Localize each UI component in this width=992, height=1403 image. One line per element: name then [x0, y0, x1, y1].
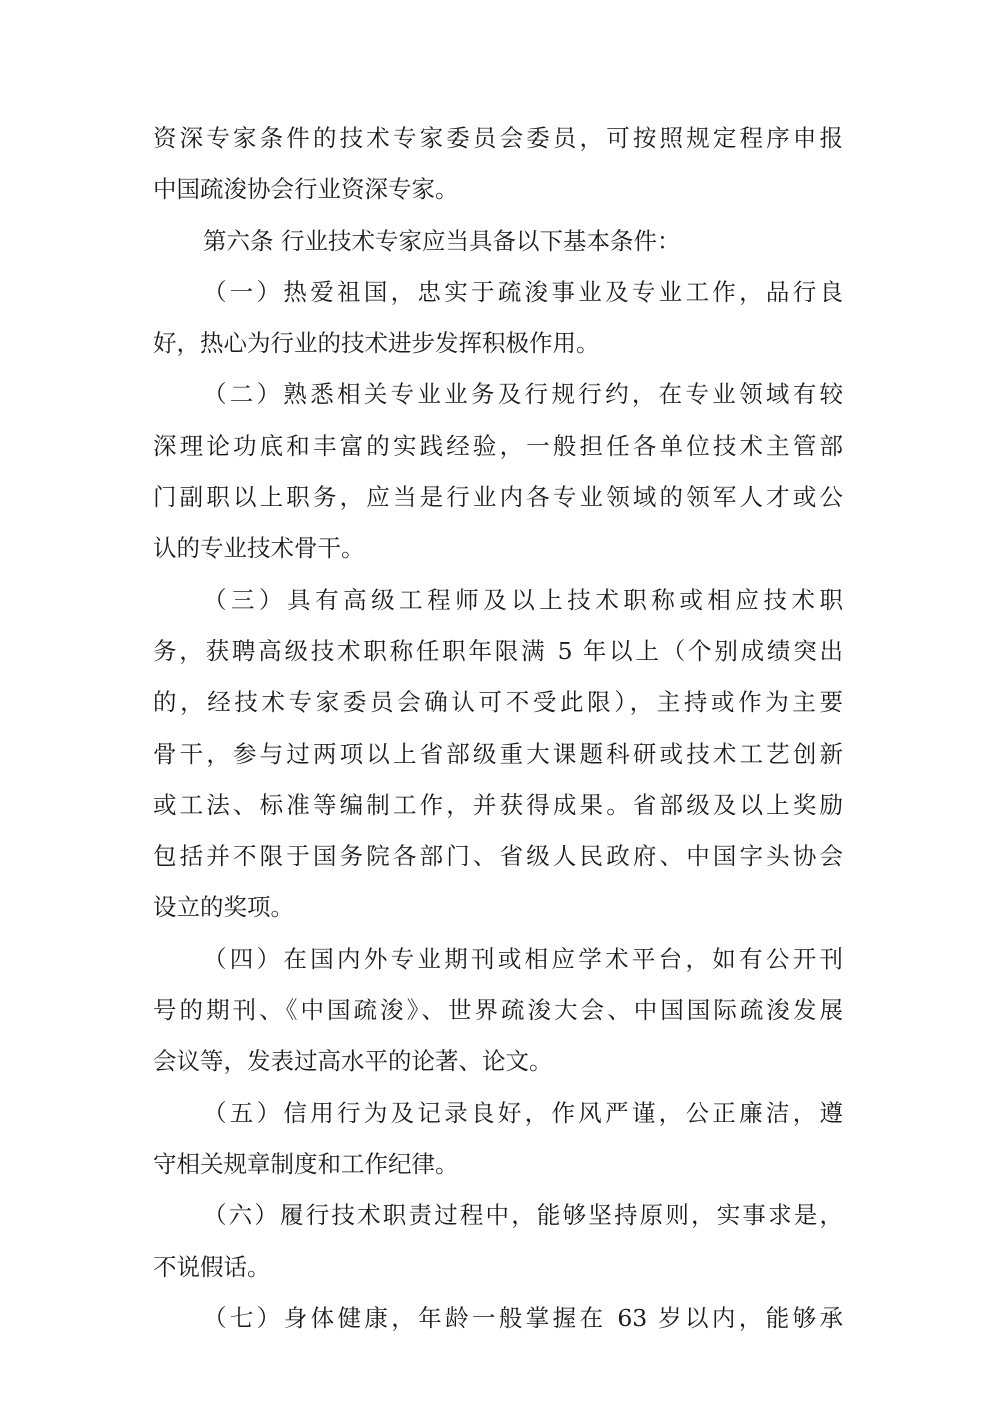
text-line: 认的专业技术骨干。: [153, 534, 365, 563]
text-line: 守相关规章制度和工作纪律。: [153, 1149, 459, 1178]
document-body: [153, 113, 843, 1344]
text-line: 包括并不限于国务院各部门、省级人民政府、中国字头协会: [153, 842, 843, 871]
text-line: 不说假话。: [153, 1252, 271, 1281]
text-line: （四）在国内外专业期刊或相应学术平台，如有公开刊: [203, 944, 843, 973]
article-heading: 第六条 行业技术专家应当具备以下基本条件：: [203, 226, 681, 255]
text-line: 中国疏浚协会行业资深专家。: [153, 175, 459, 204]
text-line: 务，获聘高级技术职称任职年限满 5 年以上（个别成绩突出: [153, 636, 843, 665]
text-line: 资深专家条件的技术专家委员会委员，可按照规定程序申报: [153, 124, 843, 152]
text-line: 门副职以上职务，应当是行业内各专业领域的领军人才或公: [153, 483, 843, 512]
text-line: 骨干，参与过两项以上省部级重大课题科研或技术工艺创新: [153, 739, 843, 768]
text-line: 号的期刊、《中国疏浚》、世界疏浚大会、中国国际疏浚发展: [153, 996, 843, 1025]
text-line: 好，热心为行业的技术进步发挥积极作用。: [153, 329, 600, 358]
text-line: （五）信用行为及记录良好，作风严谨，公正廉洁，遵: [203, 1098, 843, 1127]
text-line: （一）热爱祖国，忠实于疏浚事业及专业工作，品行良: [203, 277, 843, 306]
text-line: （三）具有高级工程师及以上技术职称或相应技术职: [203, 585, 843, 614]
text-line: 或工法、标准等编制工作，并获得成果。省部级及以上奖励: [153, 790, 843, 819]
text-line: 深理论功底和丰富的实践经验，一般担任各单位技术主管部: [153, 431, 843, 460]
text-line: （二）熟悉相关专业业务及行规行约，在专业领域有较: [203, 380, 843, 409]
text-line: 的，经技术专家委员会确认可不受此限），主持或作为主要: [153, 688, 843, 717]
text-line: 设立的奖项。: [153, 893, 294, 922]
text-line: （七）身体健康，年龄一般掌握在 63 岁以内，能够承: [203, 1303, 843, 1332]
text-line: 会议等，发表过高水平的论著、论文。: [153, 1047, 553, 1076]
text-line: （六）履行技术职责过程中，能够坚持原则，实事求是，: [203, 1201, 843, 1230]
